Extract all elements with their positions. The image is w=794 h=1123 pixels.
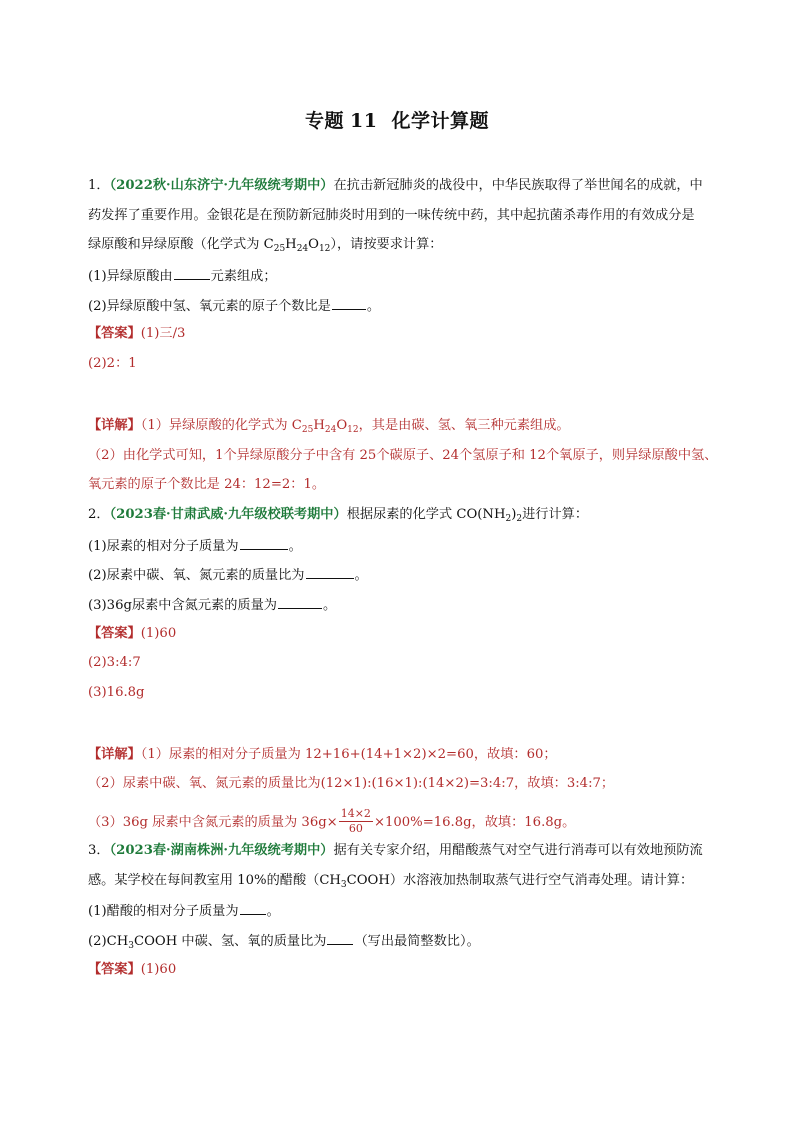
question-source: （2022秋·山东济宁·九年级统考期中）	[109, 178, 334, 193]
answer-blank	[240, 535, 288, 550]
q3-stem-line-1	[88, 841, 728, 871]
part-text: COOH 中碳、氢、氧的质量比为	[134, 934, 327, 950]
detail-text: （2）尿素中碳、氧、氮元素的质量比为(12×1):(16×1):(14×2)=3:4:7，故填：3:4:7；	[88, 776, 615, 792]
q3-text: 感。某学校在每间教室用 10%的醋酸（CH	[88, 872, 341, 888]
part-text: (1)醋酸的相对分子质量为	[88, 904, 239, 920]
subscript: 2	[505, 513, 512, 524]
q3-part-2	[88, 930, 728, 960]
title-number: 11	[350, 110, 378, 132]
answer-text: (1)三/3	[140, 326, 186, 342]
detail-text: （3）36g 尿素中含氮元素的质量为 36g×	[88, 815, 338, 831]
q3-stem-line-2	[88, 871, 728, 901]
q3-text: COOH）水溶液加热制取蒸气进行空气消毒处理。请计算：	[346, 872, 694, 888]
q2-detail-line-1	[88, 745, 728, 775]
part-text: (2)尿素中碳、氧、氮元素的质量比为	[88, 568, 305, 584]
q1-text: ），请按要求计算：	[330, 237, 443, 253]
q1-detail-line-1	[88, 416, 728, 446]
part-text: 。	[322, 597, 337, 613]
q1-detail-line-2	[88, 446, 728, 476]
q1-stem-line-3	[88, 235, 728, 265]
title-text: 化学计算题	[391, 110, 489, 132]
part-text: 。	[266, 904, 280, 920]
q1-text: 绿原酸和异绿原酸（化学式为 C	[88, 237, 274, 253]
q1-detail-line-3	[88, 475, 728, 505]
answer-text: (3)16.8g	[88, 685, 145, 700]
question-source: （2023春·甘肃武威·九年级校联考期中）	[109, 506, 347, 522]
q1-part-2	[88, 295, 728, 325]
detail-text: ，其是由碳、氢、氧三种元素组成。	[358, 417, 570, 433]
q1-text: H	[285, 237, 297, 253]
detail-text: ×100%=16.8g，故填：16.8g。	[373, 815, 576, 831]
subscript: 3	[128, 941, 135, 952]
q3-answer-line-1	[88, 960, 728, 990]
part-text: (3)36g尿素中含氮元素的质量为	[88, 597, 277, 613]
detail-text: H	[313, 417, 325, 433]
q2-part-3	[88, 594, 728, 624]
q1-text: 药发挥了重要作用。金银花是在预防新冠肺炎时用到的一味传统中药，其中起抗菌杀毒作用的有效成分是	[88, 207, 695, 223]
answer-tag: 【答案】	[88, 961, 141, 977]
answer-blank	[240, 900, 266, 915]
question-list	[88, 176, 728, 990]
detail-tag: 【详解】	[88, 746, 141, 762]
fraction	[339, 807, 373, 836]
q2-answer-line-2	[88, 653, 728, 683]
q3-part-1	[88, 900, 728, 930]
q1-answer-line-2	[88, 354, 728, 384]
q2-text: 根据尿素的化学式 CO(NH	[346, 506, 506, 522]
answer-blank	[327, 930, 353, 945]
answer-blank	[174, 265, 210, 280]
answer-text: (2)3:4:7	[88, 655, 141, 671]
question-number: 2．	[88, 506, 110, 522]
answer-blank	[306, 564, 354, 579]
q1-part-1	[88, 265, 728, 295]
q1-text: 在抗击新冠肺炎的战役中，中华民族取得了举世闻名的成就，中	[333, 178, 703, 193]
part-text: 。	[288, 538, 302, 554]
page-title	[0, 106, 794, 133]
answer-text: (1)60	[140, 625, 177, 641]
q2-part-1	[88, 535, 728, 565]
subscript: 12	[347, 424, 359, 435]
answer-tag: 【答案】	[88, 326, 141, 342]
q2-answer-line-3	[88, 683, 728, 713]
answer-text: (2)2：1	[88, 356, 137, 372]
subscript: 25	[301, 424, 314, 435]
part-text: 。	[366, 298, 381, 314]
q1-text: O	[308, 237, 319, 253]
q2-detail-line-3	[88, 804, 728, 841]
part-text: 元素组成；	[210, 269, 277, 285]
question-1	[88, 176, 728, 505]
question-2	[88, 505, 728, 841]
detail-text: O	[336, 417, 348, 433]
title-prefix: 专题	[305, 110, 345, 132]
part-text: (2)异绿原酸中氢、氧元素的原子个数比是	[88, 298, 331, 314]
answer-blank	[332, 295, 366, 310]
answer-text: (1)60	[140, 961, 177, 977]
fraction-denominator: 60	[348, 822, 363, 836]
detail-text: （1）异绿原酸的化学式为 C	[140, 417, 302, 433]
subscript: 25	[273, 244, 286, 255]
subscript: 2	[516, 513, 523, 524]
q2-text: 进行计算：	[522, 506, 589, 522]
subscript: 24	[296, 244, 309, 255]
spacer	[88, 713, 728, 745]
part-text: (2)CH	[88, 934, 129, 950]
q2-answer-line-1	[88, 624, 728, 654]
subscript: 12	[318, 244, 331, 255]
spacer	[88, 384, 728, 416]
q3-text: 据有关专家介绍，用醋酸蒸气对空气进行消毒可以有效地预防流	[333, 843, 703, 859]
part-text: （写出最简整数比）。	[354, 934, 480, 950]
question-number: 3．	[88, 843, 110, 859]
part-text: 。	[354, 568, 368, 584]
detail-text: （2）由化学式可知，1个异绿原酸分子中含有 25个碳原子、24个氢原子和 12个氧原子，则异绿原酸中氢、	[88, 447, 718, 463]
subscript: 3	[340, 879, 347, 890]
question-3	[88, 841, 728, 989]
q1-stem-line-1	[88, 176, 728, 206]
answer-blank	[278, 594, 322, 609]
q2-stem-line-1	[88, 505, 728, 535]
q2-detail-line-2	[88, 774, 728, 804]
detail-tag: 【详解】	[88, 417, 141, 433]
q2-part-2	[88, 564, 728, 594]
subscript: 24	[324, 424, 337, 435]
answer-tag: 【答案】	[88, 625, 141, 641]
question-number: 1．	[88, 178, 110, 193]
q1-answer-line-1	[88, 324, 728, 354]
fraction-numerator: 14×2	[340, 807, 371, 821]
q1-stem-line-2	[88, 206, 728, 236]
detail-text: （1）尿素的相对分子质量为 12+16+(14+1×2)×2=60，故填：60；	[140, 746, 557, 762]
part-text: (1)异绿原酸由	[88, 269, 173, 285]
detail-text: 氧元素的原子个数比是 24：12=2：1。	[88, 477, 326, 493]
part-text: (1)尿素的相对分子质量为	[88, 538, 239, 554]
question-source: （2023春·湖南株洲·九年级统考期中）	[109, 843, 334, 859]
q2-text: )	[511, 506, 517, 522]
